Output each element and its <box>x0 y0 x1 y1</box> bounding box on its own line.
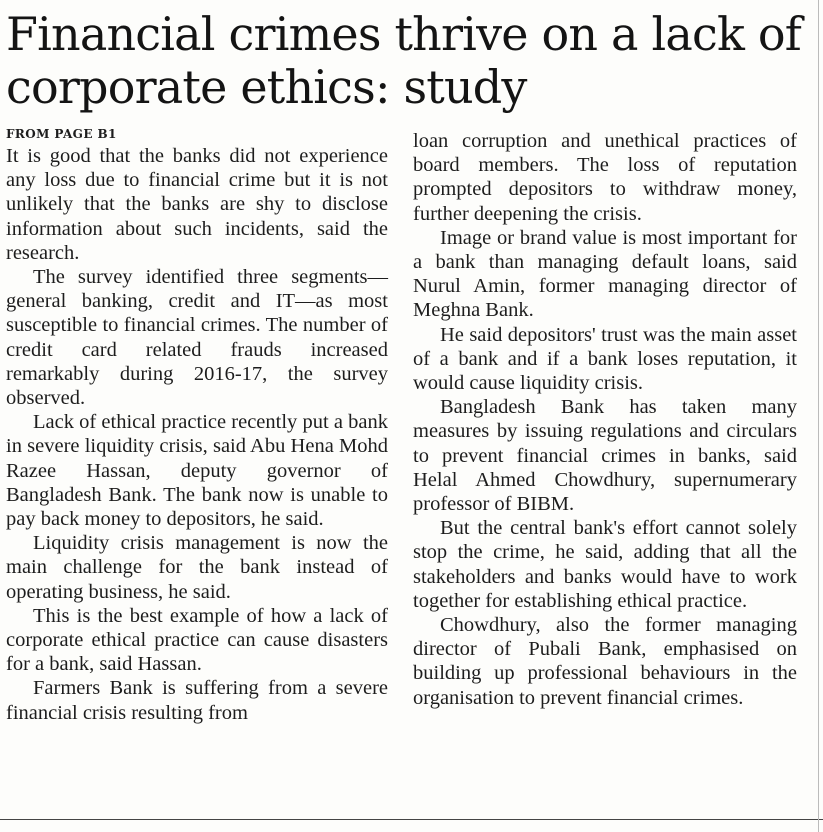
bottom-rule <box>0 819 823 820</box>
paragraph: This is the best example of how a lack of corporate ethical practice can cause disasters for a bank, said Hassan. <box>6 604 388 676</box>
paragraph: loan corruption and unethical practices of board members. The loss of reputation prompted depositors to withdraw money, further deepening the crisis. <box>413 130 797 225</box>
paragraph: Liquidity crisis management is now the main challenge for the bank instead of operating business, he said. <box>6 532 388 603</box>
paragraph: Image or brand value is most important for a bank than managing default loans, said Nurul Amin, former managing director of Meghna Bank. <box>413 226 797 322</box>
paragraph: But the central bank's effort cannot solely stop the crime, he said, adding that all the stakeholders and banks would have to work together for establishing ethical practice. <box>413 517 797 612</box>
paragraph: Chowdhury, also the former managing director of Pubali Bank, emphasised on building up professional behaviours in the organisation to prevent financial crimes. <box>413 614 797 709</box>
paragraph: It is good that the banks did not experience any loss due to financial crime but it is not unlikely that the banks are shy to disclose information about such incidents, said the research. <box>6 145 388 264</box>
headline: Financial crimes thrive on a lack of corporate ethics: study <box>6 7 802 114</box>
paragraph: He said depositors' trust was the main asset of a bank and if a bank loses reputation, it would cause liquidity crisis. <box>413 323 797 395</box>
kicker-from-page: FROM PAGE B1 <box>6 127 117 141</box>
paragraph: The survey identified three segments—general banking, credit and IT—as most susceptible to financial crimes. The number of credit card related frauds increased remarkably during 2016-17, the survey observed. <box>6 266 388 410</box>
paragraph: Lack of ethical practice recently put a bank in severe liquidity crisis, said Abu Hena Mohd Razee Hassan, deputy governor of Bangladesh Bank. The bank now is unable to pay back money to depositors, he said. <box>6 411 388 531</box>
paragraph: Farmers Bank is suffering from a severe financial crisis resulting from <box>6 677 388 724</box>
paragraph: Bangladesh Bank has taken many measures by issuing regulations and circulars to prevent financial crimes in banks, said Helal Ahmed Chowdhury, supernumerary professor of BIBM. <box>413 396 797 516</box>
article-column-right <box>413 129 797 710</box>
article-column-left <box>6 127 388 725</box>
right-rule <box>818 0 819 832</box>
